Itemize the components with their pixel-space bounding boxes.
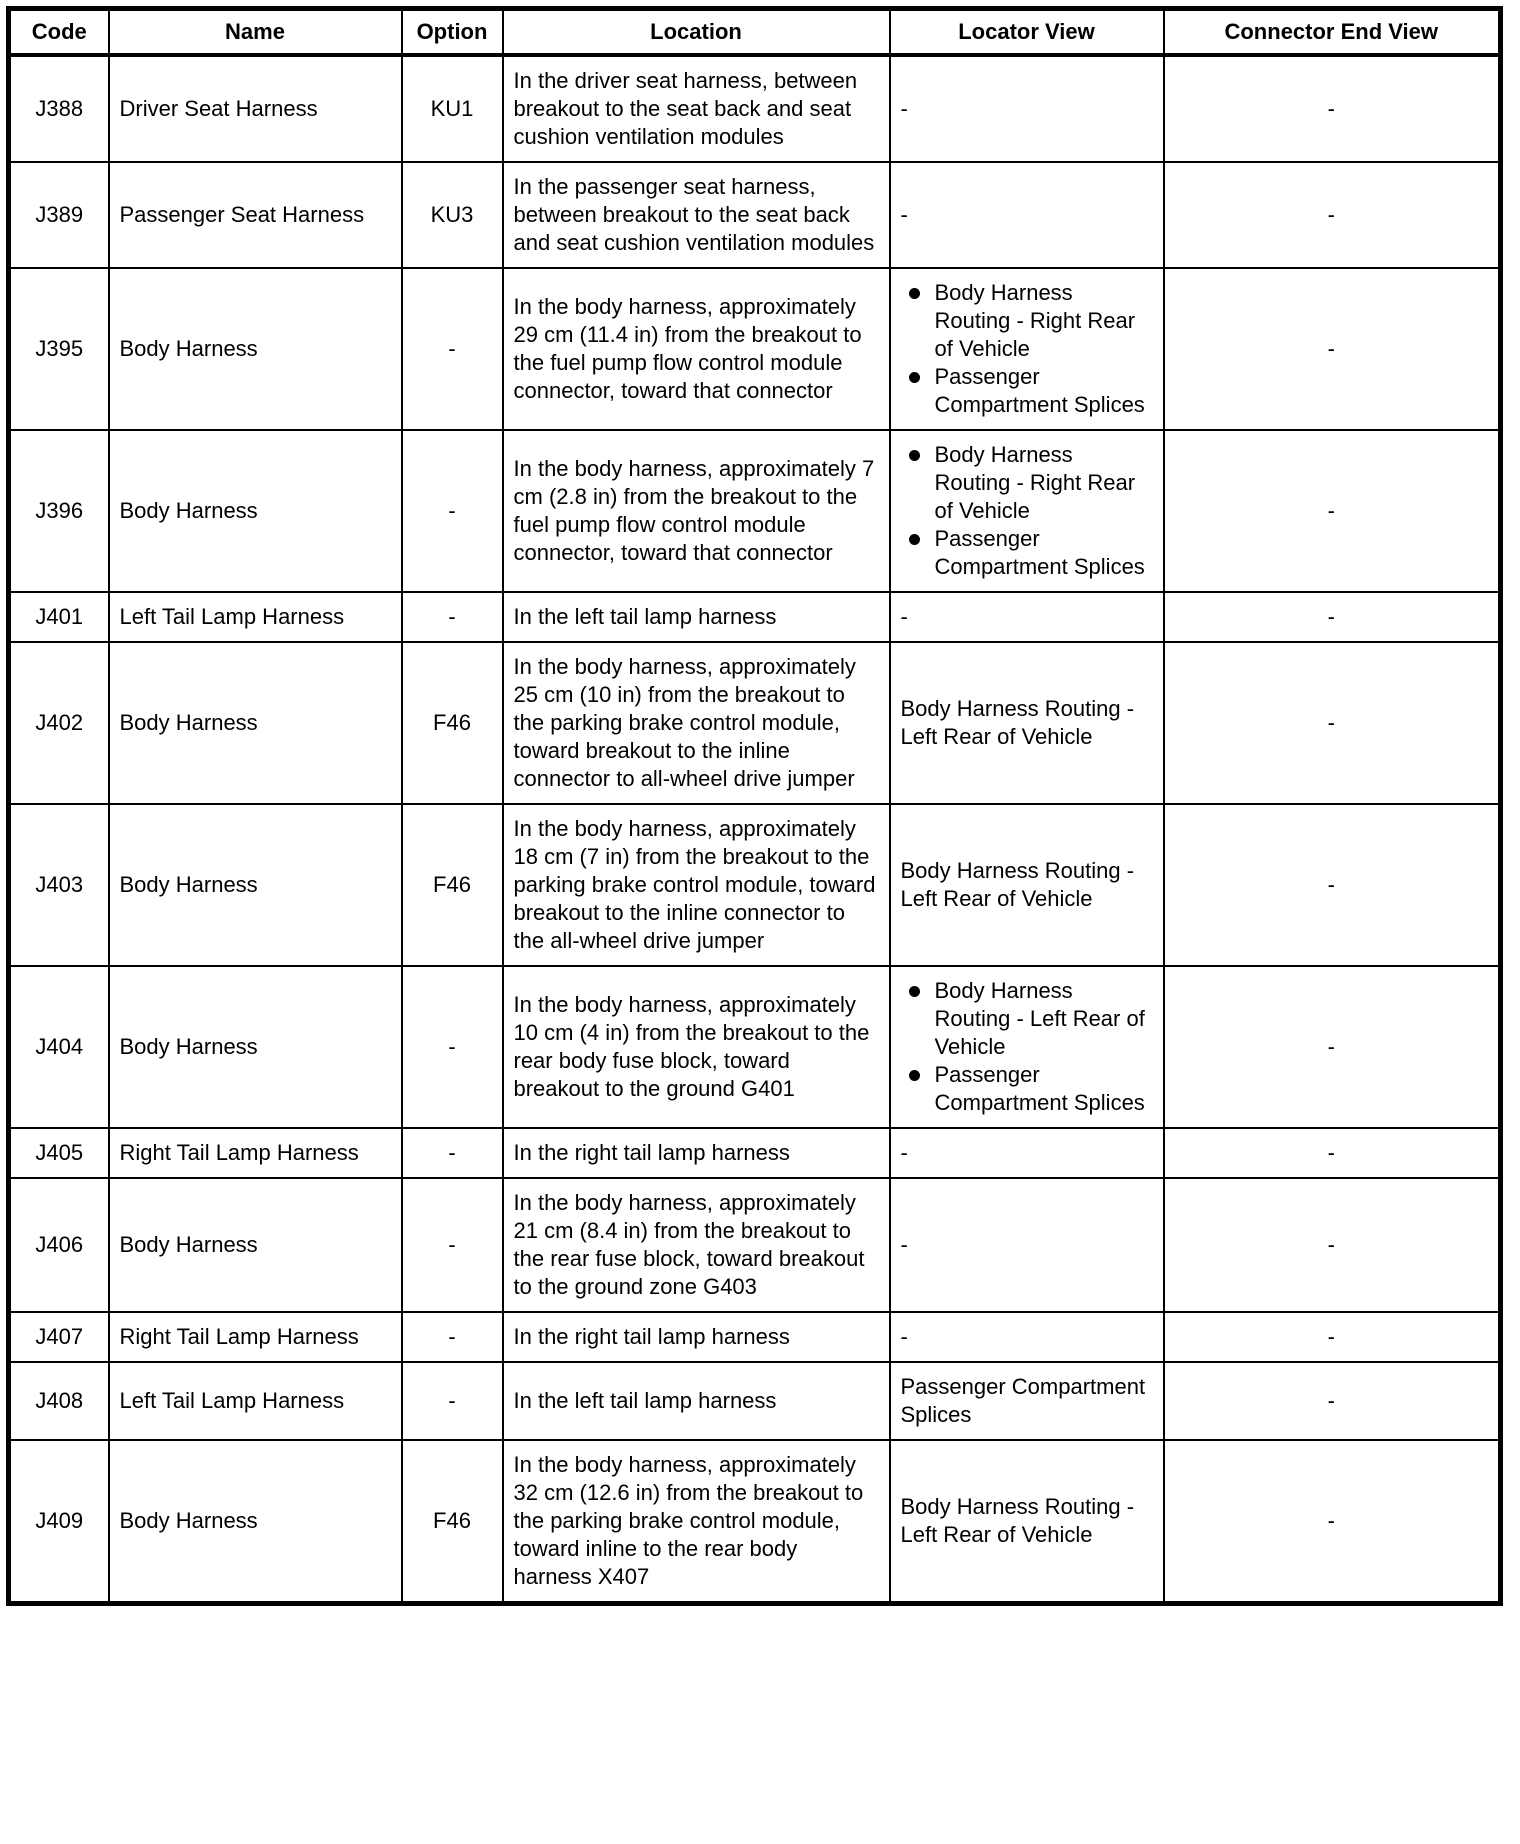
- cell-locator-view: Body Harness Routing - Left Rear of Vehicle: [890, 804, 1164, 966]
- cell-code: J404: [9, 966, 109, 1128]
- cell-locator-view: -: [890, 592, 1164, 642]
- cell-name: Body Harness: [109, 268, 402, 430]
- cell-location: In the right tail lamp harness: [503, 1128, 890, 1178]
- cell-option: F46: [402, 804, 503, 966]
- cell-location: In the driver seat harness, between breakout to the seat back and seat cushion ventilation modules: [503, 55, 890, 162]
- cell-connector-end-view: -: [1164, 1440, 1501, 1604]
- cell-location: In the right tail lamp harness: [503, 1312, 890, 1362]
- locator-bullet-text: Passenger Compartment Splices: [934, 1062, 1145, 1115]
- locator-bullet-item: [901, 525, 1153, 581]
- cell-connector-end-view: -: [1164, 804, 1501, 966]
- table-row: [9, 592, 1501, 642]
- cell-code: J403: [9, 804, 109, 966]
- cell-locator-view: Passenger Compartment Splices: [890, 1362, 1164, 1440]
- locator-bullet-item: [901, 441, 1153, 525]
- cell-location: In the left tail lamp harness: [503, 592, 890, 642]
- cell-code: J409: [9, 1440, 109, 1604]
- column-header-code: Code: [9, 9, 109, 56]
- cell-option: -: [402, 430, 503, 592]
- locator-bullet-item: [901, 977, 1153, 1061]
- cell-connector-end-view: -: [1164, 55, 1501, 162]
- cell-option: -: [402, 1128, 503, 1178]
- locator-bullet-text: Passenger Compartment Splices: [934, 526, 1145, 579]
- cell-option: F46: [402, 642, 503, 804]
- cell-name: Right Tail Lamp Harness: [109, 1312, 402, 1362]
- cell-locator-view: -: [890, 1312, 1164, 1362]
- column-header-location: Location: [503, 9, 890, 56]
- column-header-connector-end-view: Connector End View: [1164, 9, 1501, 56]
- cell-connector-end-view: -: [1164, 162, 1501, 268]
- cell-name: Passenger Seat Harness: [109, 162, 402, 268]
- cell-name: Left Tail Lamp Harness: [109, 1362, 402, 1440]
- cell-connector-end-view: -: [1164, 268, 1501, 430]
- cell-locator-view: [890, 430, 1164, 592]
- table-row: [9, 1312, 1501, 1362]
- column-header-name: Name: [109, 9, 402, 56]
- cell-name: Driver Seat Harness: [109, 55, 402, 162]
- header-row: [9, 9, 1501, 56]
- cell-code: J408: [9, 1362, 109, 1440]
- table-header: [9, 9, 1501, 56]
- cell-locator-view: Body Harness Routing - Left Rear of Vehicle: [890, 642, 1164, 804]
- table-row: [9, 804, 1501, 966]
- cell-code: J396: [9, 430, 109, 592]
- cell-locator-view: -: [890, 162, 1164, 268]
- cell-connector-end-view: -: [1164, 430, 1501, 592]
- cell-connector-end-view: -: [1164, 592, 1501, 642]
- locator-bullet-item: [901, 279, 1153, 363]
- table-row: [9, 966, 1501, 1128]
- table-row: [9, 268, 1501, 430]
- cell-location: In the left tail lamp harness: [503, 1362, 890, 1440]
- cell-location: In the body harness, approximately 32 cm (12.6 in) from the breakout to the parking brake control module, toward inline to the rear body harness X407: [503, 1440, 890, 1604]
- cell-location: In the body harness, approximately 7 cm (2.8 in) from the breakout to the fuel pump flow control module connector, toward that connector: [503, 430, 890, 592]
- locator-bullet-text: Passenger Compartment Splices: [934, 364, 1145, 417]
- bullet-icon: [909, 288, 920, 299]
- cell-name: Right Tail Lamp Harness: [109, 1128, 402, 1178]
- cell-locator-view: -: [890, 55, 1164, 162]
- cell-code: J395: [9, 268, 109, 430]
- cell-location: In the body harness, approximately 18 cm (7 in) from the breakout to the parking brake control module, toward breakout to the inline connector to the all-wheel drive jumper: [503, 804, 890, 966]
- table-row: [9, 1440, 1501, 1604]
- cell-code: J401: [9, 592, 109, 642]
- table-row: [9, 1128, 1501, 1178]
- cell-option: -: [402, 966, 503, 1128]
- table-row: [9, 430, 1501, 592]
- cell-code: J407: [9, 1312, 109, 1362]
- cell-connector-end-view: -: [1164, 1362, 1501, 1440]
- table-row: [9, 162, 1501, 268]
- cell-option: KU1: [402, 55, 503, 162]
- cell-location: In the passenger seat harness, between breakout to the seat back and seat cushion ventilation modules: [503, 162, 890, 268]
- cell-name: Body Harness: [109, 430, 402, 592]
- cell-name: Body Harness: [109, 966, 402, 1128]
- cell-option: -: [402, 268, 503, 430]
- cell-locator-view: -: [890, 1128, 1164, 1178]
- locator-bullet-item: [901, 1061, 1153, 1117]
- bullet-icon: [909, 986, 920, 997]
- cell-option: KU3: [402, 162, 503, 268]
- cell-code: J388: [9, 55, 109, 162]
- bullet-icon: [909, 450, 920, 461]
- cell-option: -: [402, 592, 503, 642]
- cell-locator-view: -: [890, 1178, 1164, 1312]
- table-row: [9, 1362, 1501, 1440]
- bullet-icon: [909, 1070, 920, 1081]
- cell-location: In the body harness, approximately 21 cm (8.4 in) from the breakout to the rear fuse block, toward breakout to the ground zone G403: [503, 1178, 890, 1312]
- cell-option: -: [402, 1312, 503, 1362]
- locator-bullet-text: Body Harness Routing - Right Rear of Vehicle: [934, 442, 1136, 523]
- cell-code: J406: [9, 1178, 109, 1312]
- cell-code: J405: [9, 1128, 109, 1178]
- cell-location: In the body harness, approximately 29 cm (11.4 in) from the breakout to the fuel pump flow control module connector, toward that connector: [503, 268, 890, 430]
- cell-connector-end-view: -: [1164, 1178, 1501, 1312]
- locator-bullet-item: [901, 363, 1153, 419]
- cell-connector-end-view: -: [1164, 1128, 1501, 1178]
- connector-location-table: [6, 6, 1503, 1606]
- table-row: [9, 55, 1501, 162]
- cell-name: Body Harness: [109, 642, 402, 804]
- cell-locator-view: [890, 268, 1164, 430]
- locator-bullet-text: Body Harness Routing - Right Rear of Vehicle: [934, 280, 1136, 361]
- cell-location: In the body harness, approximately 25 cm (10 in) from the breakout to the parking brake control module, toward breakout to the inline connector to all-wheel drive jumper: [503, 642, 890, 804]
- bullet-icon: [909, 372, 920, 383]
- cell-name: Body Harness: [109, 1178, 402, 1312]
- cell-locator-view: Body Harness Routing - Left Rear of Vehicle: [890, 1440, 1164, 1604]
- table-row: [9, 642, 1501, 804]
- cell-code: J402: [9, 642, 109, 804]
- table-body: [9, 55, 1501, 1604]
- cell-connector-end-view: -: [1164, 1312, 1501, 1362]
- cell-location: In the body harness, approximately 10 cm (4 in) from the breakout to the rear body fuse block, toward breakout to the ground G401: [503, 966, 890, 1128]
- cell-name: Body Harness: [109, 1440, 402, 1604]
- cell-name: Left Tail Lamp Harness: [109, 592, 402, 642]
- locator-bullet-text: Body Harness Routing - Left Rear of Vehicle: [934, 978, 1145, 1059]
- cell-code: J389: [9, 162, 109, 268]
- bullet-icon: [909, 534, 920, 545]
- cell-locator-view: [890, 966, 1164, 1128]
- cell-connector-end-view: -: [1164, 642, 1501, 804]
- cell-option: -: [402, 1178, 503, 1312]
- cell-option: -: [402, 1362, 503, 1440]
- cell-option: F46: [402, 1440, 503, 1604]
- cell-name: Body Harness: [109, 804, 402, 966]
- cell-connector-end-view: -: [1164, 966, 1501, 1128]
- column-header-locator-view: Locator View: [890, 9, 1164, 56]
- column-header-option: Option: [402, 9, 503, 56]
- table-row: [9, 1178, 1501, 1312]
